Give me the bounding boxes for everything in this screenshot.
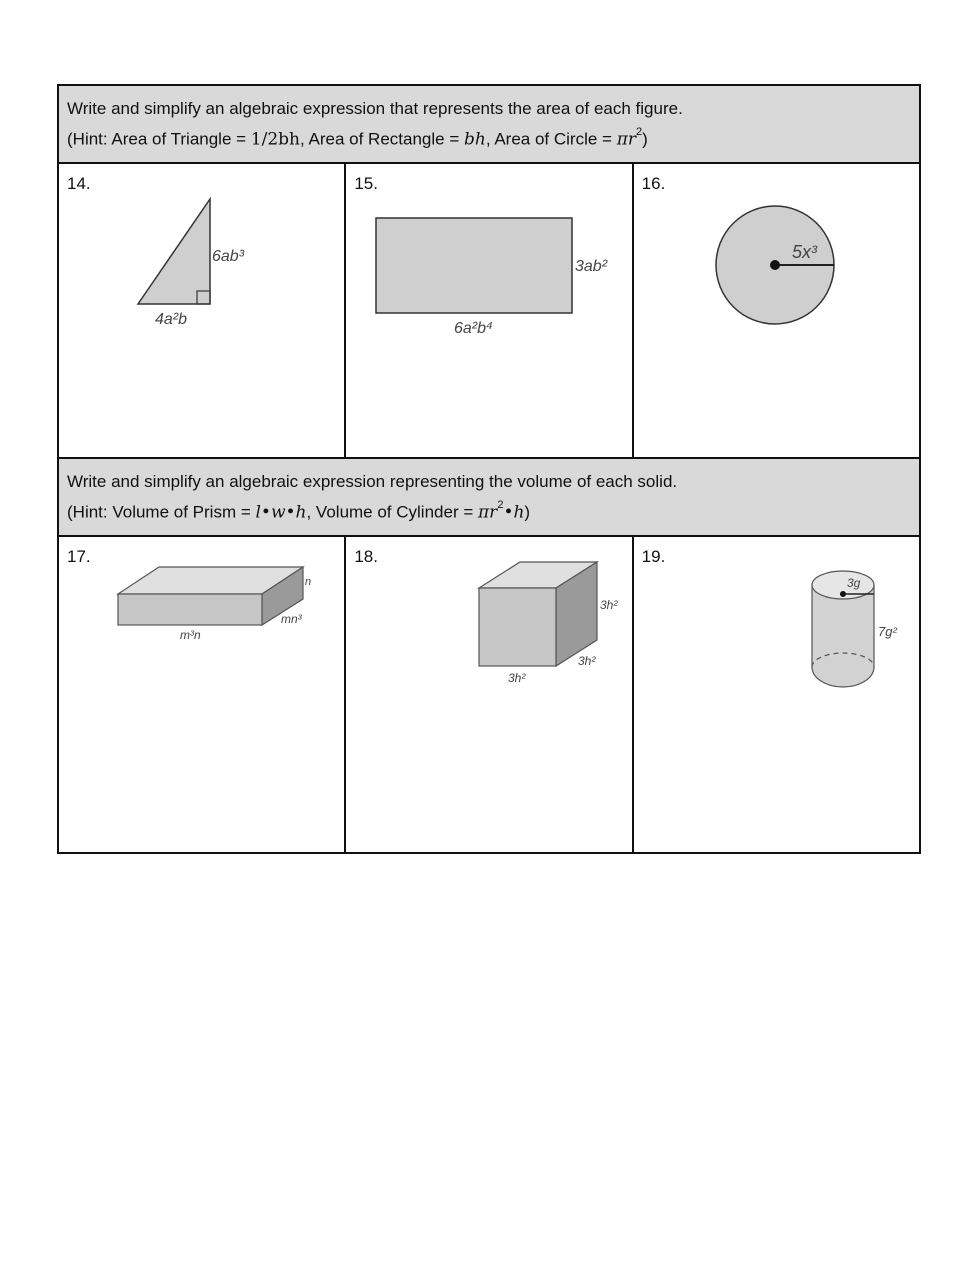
- cube-figure: [346, 537, 632, 852]
- problem-16-cell: [633, 163, 920, 458]
- volume-section-header: [58, 458, 920, 536]
- problem-number: 15.: [354, 174, 378, 193]
- prism-length-label: m³n: [180, 628, 201, 642]
- rectangle-base-label: 6a²b⁴: [454, 320, 494, 337]
- prism-depth-label: mn³: [281, 612, 302, 626]
- rectangular-prism-figure: [59, 537, 345, 852]
- problem-number: 16.: [641, 174, 666, 193]
- problem-18-cell: [345, 536, 632, 853]
- problem-17-cell: [58, 536, 345, 853]
- cube-height-label: 3h²: [600, 598, 618, 612]
- circle-figure: [634, 164, 920, 457]
- circle-radius-label: 5x³: [791, 242, 817, 262]
- triangle-base-label: 4a²b: [155, 311, 188, 328]
- problem-15-cell: [345, 163, 632, 458]
- area-section-header: [58, 85, 920, 163]
- rectangle-figure: [346, 164, 632, 457]
- cylinder-radius-label: 3g: [846, 576, 861, 590]
- problem-14-cell: [58, 163, 345, 458]
- cylinder-height-label: 7g²: [877, 624, 897, 639]
- cube-width-label: 3h²: [508, 671, 526, 685]
- problem-19-cell: [633, 536, 920, 853]
- problem-number: 17.: [67, 547, 91, 566]
- area-instruction: Write and simplify an algebraic expression that represents the area of each figure.: [67, 99, 683, 118]
- right-triangle-figure: [59, 164, 345, 457]
- area-hint: (Hint: Area of Triangle = 1/2bh, Area of Rectangle = bh, Area of Circle = $\pi r^2$): [67, 126, 648, 150]
- worksheet-table: [57, 84, 921, 854]
- cylinder-figure: [634, 537, 920, 852]
- volume-instruction: Write and simplify an algebraic expression representing the volume of each solid.: [67, 472, 678, 491]
- rectangle-height-label: 3ab²: [575, 258, 608, 275]
- problem-number: 18.: [354, 547, 378, 566]
- volume-hint: (Hint: Volume of Prism = l•w•h, Volume of Cylinder = $\pi r^2•h$): [67, 499, 531, 523]
- prism-height-label: n: [305, 576, 312, 588]
- triangle-height-label: 6ab³: [212, 248, 245, 265]
- problem-number: 19.: [641, 547, 666, 566]
- cube-depth-label: 3h²: [578, 654, 596, 668]
- problem-number: 14.: [67, 174, 91, 193]
